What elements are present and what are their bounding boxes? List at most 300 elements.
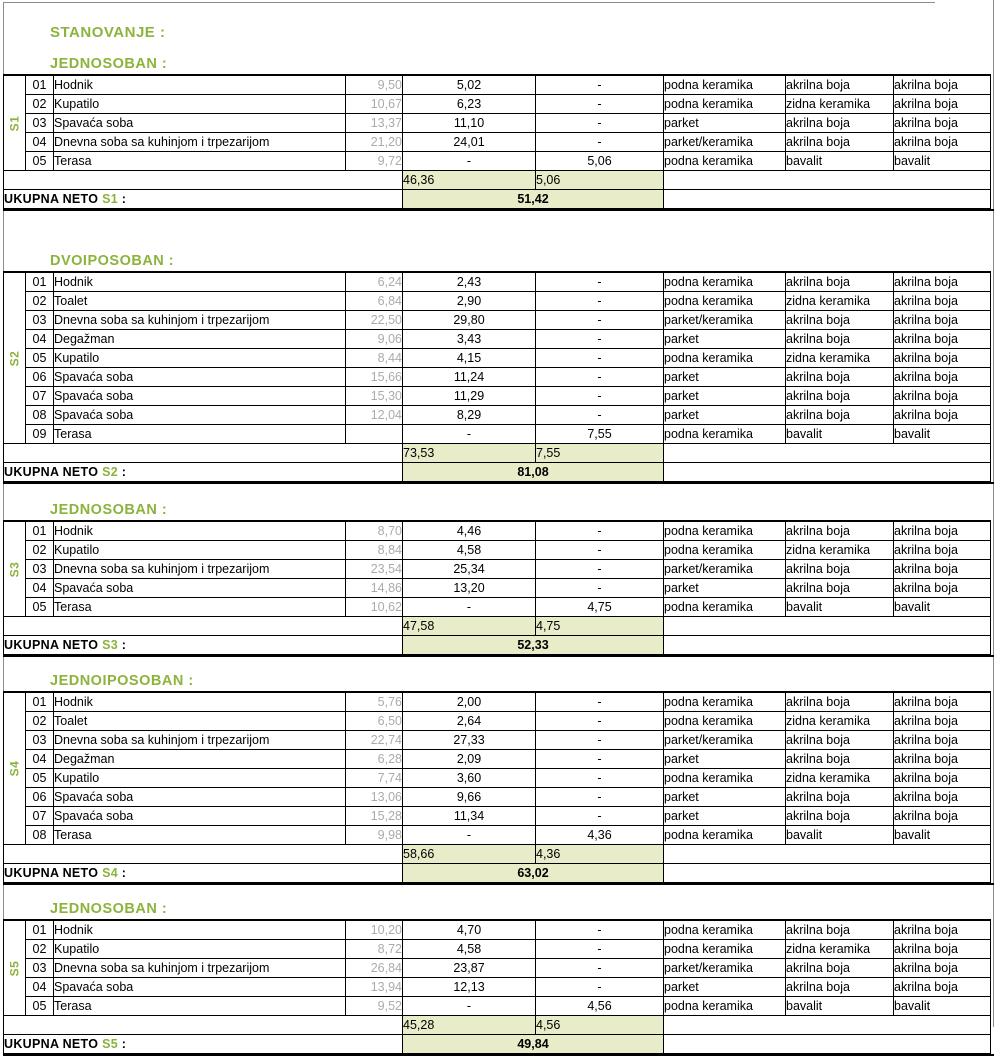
apartment-section-s4 [3, 673, 991, 885]
table-row [4, 826, 991, 845]
wall-material-cell: akrilna boja [786, 788, 894, 807]
section-bottom-rule [3, 655, 994, 657]
net-area-cell: 2,43 [403, 272, 536, 292]
floor-material-cell: parket [664, 387, 786, 406]
room-name-cell: Spavaća soba [54, 807, 346, 826]
room-name-cell: Hodnik [54, 75, 346, 95]
section-heading-s3: JEDNOSOBAN : [50, 502, 168, 518]
terrace-area-cell: - [536, 940, 664, 959]
wall-material-cell: akrilna boja [786, 579, 894, 598]
room-number-cell: 03 [26, 959, 54, 978]
room-name-cell: Kupatilo [54, 95, 346, 114]
room-number-cell: 03 [26, 560, 54, 579]
table-row [4, 292, 991, 311]
wall-material-cell: akrilna boja [786, 133, 894, 152]
ceiling-material-cell: akrilna boja [894, 560, 991, 579]
gross-area-cell: 7,74 [346, 769, 403, 788]
total-label-section-id: S1 [102, 191, 118, 206]
floor-material-cell: parket [664, 978, 786, 997]
net-area-cell: 4,58 [403, 940, 536, 959]
section-bottom-rule [3, 209, 994, 211]
net-area-cell: 29,80 [403, 311, 536, 330]
apartment-section-s5 [3, 901, 991, 1056]
gross-area-cell: 9,52 [346, 997, 403, 1016]
net-area-cell: 2,09 [403, 750, 536, 769]
table-row [4, 541, 991, 560]
subtotal-row [4, 171, 991, 190]
subtotal-right-spacer [664, 444, 991, 463]
floor-material-cell: parket/keramika [664, 133, 786, 152]
net-area-cell: 4,70 [403, 920, 536, 940]
wall-material-cell: zidna keramika [786, 349, 894, 368]
floor-material-cell: parket [664, 579, 786, 598]
ceiling-material-cell: akrilna boja [894, 692, 991, 712]
room-number-cell: 07 [26, 807, 54, 826]
floor-material-cell: podna keramika [664, 521, 786, 541]
area-table-s1 [3, 74, 991, 209]
net-area-cell: 27,33 [403, 731, 536, 750]
net-area-cell: - [403, 997, 536, 1016]
section-bottom-rule [3, 482, 994, 484]
room-name-cell: Dnevna soba sa kuhinjom i trpezarijom [54, 959, 346, 978]
ceiling-material-cell: akrilna boja [894, 731, 991, 750]
ceiling-material-cell: akrilna boja [894, 114, 991, 133]
total-label: UKUPNA NETO S5 : [4, 1035, 403, 1054]
table-body [4, 692, 991, 883]
wall-material-cell: akrilna boja [786, 731, 894, 750]
net-area-cell: - [403, 152, 536, 171]
ceiling-material-cell: bavalit [894, 425, 991, 444]
wall-material-cell: akrilna boja [786, 368, 894, 387]
sheet-right-border [993, 0, 994, 1027]
gross-area-cell: 15,28 [346, 807, 403, 826]
net-area-cell: 11,10 [403, 114, 536, 133]
terrace-area-cell: - [536, 750, 664, 769]
wall-material-cell: akrilna boja [786, 692, 894, 712]
section-vertical-label-text: S4 [7, 760, 21, 777]
wall-material-cell: zidna keramika [786, 769, 894, 788]
terrace-area-cell: - [536, 521, 664, 541]
room-number-cell: 01 [26, 692, 54, 712]
subtotal-left-spacer [4, 617, 403, 636]
room-name-cell: Degažman [54, 750, 346, 769]
table-row [4, 731, 991, 750]
room-number-cell: 06 [26, 788, 54, 807]
room-number-cell: 05 [26, 598, 54, 617]
wall-material-cell: akrilna boja [786, 959, 894, 978]
gross-area-cell: 9,06 [346, 330, 403, 349]
room-name-cell: Spavaća soba [54, 579, 346, 598]
gross-area-cell: 8,72 [346, 940, 403, 959]
ceiling-material-cell: akrilna boja [894, 769, 991, 788]
room-number-cell: 04 [26, 750, 54, 769]
terrace-area-cell: - [536, 712, 664, 731]
room-number-cell: 05 [26, 152, 54, 171]
room-name-cell: Hodnik [54, 272, 346, 292]
floor-material-cell: podna keramika [664, 95, 786, 114]
wall-material-cell: akrilna boja [786, 114, 894, 133]
room-name-cell: Kupatilo [54, 349, 346, 368]
ceiling-material-cell: akrilna boja [894, 920, 991, 940]
area-table-s2 [3, 271, 991, 482]
table-row [4, 997, 991, 1016]
ceiling-material-cell: akrilna boja [894, 521, 991, 541]
terrace-area-cell: - [536, 920, 664, 940]
room-name-cell: Spavaća soba [54, 788, 346, 807]
net-area-cell: 11,24 [403, 368, 536, 387]
subtotal-terrace-cell: 4,36 [536, 845, 664, 864]
room-name-cell: Toalet [54, 292, 346, 311]
subtotal-right-spacer [664, 1016, 991, 1035]
room-number-cell: 07 [26, 387, 54, 406]
gross-area-cell: 23,54 [346, 560, 403, 579]
net-area-cell: 24,01 [403, 133, 536, 152]
total-row [4, 190, 991, 209]
net-area-cell: 11,34 [403, 807, 536, 826]
gross-area-cell: 6,50 [346, 712, 403, 731]
total-value: 52,33 [403, 636, 664, 655]
room-number-cell: 03 [26, 311, 54, 330]
table-row [4, 598, 991, 617]
net-area-cell: 6,23 [403, 95, 536, 114]
room-name-cell: Terasa [54, 425, 346, 444]
subtotal-terrace-cell: 4,56 [536, 1016, 664, 1035]
terrace-area-cell: - [536, 769, 664, 788]
ceiling-material-cell: akrilna boja [894, 541, 991, 560]
room-name-cell: Spavaća soba [54, 114, 346, 133]
subtotal-right-spacer [664, 845, 991, 864]
ceiling-material-cell: akrilna boja [894, 349, 991, 368]
room-name-cell: Terasa [54, 826, 346, 845]
apartment-section-s1 [3, 56, 991, 211]
room-name-cell: Hodnik [54, 521, 346, 541]
total-right-spacer [664, 636, 991, 655]
net-area-cell: 3,43 [403, 330, 536, 349]
gross-area-cell: 22,74 [346, 731, 403, 750]
wall-material-cell: akrilna boja [786, 330, 894, 349]
net-area-cell: 11,29 [403, 387, 536, 406]
terrace-area-cell: - [536, 75, 664, 95]
total-label-section-id: S2 [102, 464, 118, 479]
ceiling-material-cell: akrilna boja [894, 368, 991, 387]
subtotal-left-spacer [4, 845, 403, 864]
subtotal-left-spacer [4, 444, 403, 463]
subtotal-net-cell: 47,58 [403, 617, 536, 636]
floor-material-cell: podna keramika [664, 425, 786, 444]
room-number-cell: 02 [26, 940, 54, 959]
floor-material-cell: parket [664, 750, 786, 769]
floor-material-cell: parket [664, 788, 786, 807]
wall-material-cell: akrilna boja [786, 406, 894, 425]
room-name-cell: Spavaća soba [54, 406, 346, 425]
room-name-cell: Dnevna soba sa kuhinjom i trpezarijom [54, 731, 346, 750]
ceiling-material-cell: akrilna boja [894, 807, 991, 826]
floor-material-cell: podna keramika [664, 692, 786, 712]
net-area-cell: 23,87 [403, 959, 536, 978]
net-area-cell: 5,02 [403, 75, 536, 95]
total-label: UKUPNA NETO S1 : [4, 190, 403, 209]
gross-area-cell: 22,50 [346, 311, 403, 330]
section-heading-s5: JEDNOSOBAN : [50, 901, 168, 917]
table-row [4, 387, 991, 406]
net-area-cell: 4,15 [403, 349, 536, 368]
wall-material-cell: bavalit [786, 425, 894, 444]
room-name-cell: Terasa [54, 997, 346, 1016]
table-row [4, 920, 991, 940]
wall-material-cell: zidna keramika [786, 292, 894, 311]
wall-material-cell: zidna keramika [786, 95, 894, 114]
ceiling-material-cell: akrilna boja [894, 579, 991, 598]
total-row [4, 463, 991, 482]
floor-material-cell: parket/keramika [664, 311, 786, 330]
room-name-cell: Dnevna soba sa kuhinjom i trpezarijom [54, 311, 346, 330]
gross-area-cell: 8,84 [346, 541, 403, 560]
terrace-area-cell: - [536, 330, 664, 349]
net-area-cell: 2,90 [403, 292, 536, 311]
gross-area-cell: 12,04 [346, 406, 403, 425]
net-area-cell: - [403, 598, 536, 617]
wall-material-cell: akrilna boja [786, 978, 894, 997]
room-number-cell: 02 [26, 95, 54, 114]
table-row [4, 579, 991, 598]
table-row [4, 940, 991, 959]
subtotal-row [4, 444, 991, 463]
ceiling-material-cell: bavalit [894, 152, 991, 171]
gross-area-cell: 21,20 [346, 133, 403, 152]
sheet-content [3, 0, 991, 1056]
table-row [4, 959, 991, 978]
room-number-cell: 06 [26, 368, 54, 387]
table-row [4, 978, 991, 997]
wall-material-cell: akrilna boja [786, 750, 894, 769]
gross-area-cell: 9,72 [346, 152, 403, 171]
wall-material-cell: zidna keramika [786, 712, 894, 731]
total-value: 49,84 [403, 1035, 664, 1054]
room-number-cell: 01 [26, 272, 54, 292]
room-name-cell: Kupatilo [54, 541, 346, 560]
room-name-cell: Spavaća soba [54, 368, 346, 387]
gross-area-cell: 15,66 [346, 368, 403, 387]
net-area-cell: - [403, 425, 536, 444]
gross-area-cell: 26,84 [346, 959, 403, 978]
ceiling-material-cell: akrilna boja [894, 95, 991, 114]
floor-material-cell: podna keramika [664, 940, 786, 959]
wall-material-cell: bavalit [786, 152, 894, 171]
section-bottom-rule [3, 883, 994, 885]
room-name-cell: Kupatilo [54, 769, 346, 788]
gross-area-cell: 8,44 [346, 349, 403, 368]
floor-material-cell: podna keramika [664, 292, 786, 311]
wall-material-cell: akrilna boja [786, 807, 894, 826]
table-row [4, 425, 991, 444]
table-body [4, 920, 991, 1054]
wall-material-cell: akrilna boja [786, 920, 894, 940]
sections [3, 56, 991, 1056]
floor-material-cell: parket [664, 330, 786, 349]
floor-material-cell: podna keramika [664, 541, 786, 560]
subtotal-terrace-cell: 7,55 [536, 444, 664, 463]
net-area-cell: 13,20 [403, 579, 536, 598]
ceiling-material-cell: akrilna boja [894, 75, 991, 95]
terrace-area-cell: - [536, 95, 664, 114]
total-label-section-id: S5 [102, 1036, 118, 1051]
room-name-cell: Dnevna soba sa kuhinjom i trpezarijom [54, 133, 346, 152]
terrace-area-cell: 7,55 [536, 425, 664, 444]
table-row [4, 75, 991, 95]
section-heading-s1: JEDNOSOBAN : [50, 56, 168, 72]
net-area-cell: 4,58 [403, 541, 536, 560]
table-body [4, 75, 991, 209]
ceiling-material-cell: akrilna boja [894, 133, 991, 152]
total-value: 63,02 [403, 864, 664, 883]
room-number-cell: 05 [26, 769, 54, 788]
net-area-cell: 25,34 [403, 560, 536, 579]
subtotal-row [4, 617, 991, 636]
room-number-cell: 04 [26, 133, 54, 152]
terrace-area-cell: - [536, 788, 664, 807]
wall-material-cell: zidna keramika [786, 940, 894, 959]
room-number-cell: 01 [26, 75, 54, 95]
floor-material-cell: podna keramika [664, 75, 786, 95]
room-number-cell: 02 [26, 712, 54, 731]
total-right-spacer [664, 463, 991, 482]
net-area-cell: 4,46 [403, 521, 536, 541]
room-name-cell: Dnevna soba sa kuhinjom i trpezarijom [54, 560, 346, 579]
floor-material-cell: parket [664, 406, 786, 425]
terrace-area-cell: - [536, 387, 664, 406]
floor-material-cell: podna keramika [664, 997, 786, 1016]
table-row [4, 368, 991, 387]
room-name-cell: Terasa [54, 152, 346, 171]
gross-area-cell: 8,70 [346, 521, 403, 541]
subtotal-left-spacer [4, 171, 403, 190]
subtotal-right-spacer [664, 617, 991, 636]
floor-material-cell: parket [664, 368, 786, 387]
ceiling-material-cell: akrilna boja [894, 330, 991, 349]
gross-area-cell: 13,06 [346, 788, 403, 807]
gross-area-cell: 6,24 [346, 272, 403, 292]
gross-area-cell: 6,84 [346, 292, 403, 311]
table-row [4, 712, 991, 731]
room-name-cell: Hodnik [54, 920, 346, 940]
total-label: UKUPNA NETO S2 : [4, 463, 403, 482]
room-number-cell: 09 [26, 425, 54, 444]
apartment-section-s2 [3, 253, 991, 484]
table-row [4, 133, 991, 152]
subtotal-net-cell: 45,28 [403, 1016, 536, 1035]
terrace-area-cell: - [536, 406, 664, 425]
terrace-area-cell: - [536, 807, 664, 826]
room-number-cell: 05 [26, 997, 54, 1016]
section-vertical-label [4, 521, 26, 617]
room-number-cell: 01 [26, 521, 54, 541]
total-label: UKUPNA NETO S4 : [4, 864, 403, 883]
section-heading-s4: JEDNOIPOSOBAN : [50, 673, 194, 689]
gross-area-cell: 13,37 [346, 114, 403, 133]
total-label-section-id: S4 [102, 865, 118, 880]
section-vertical-label [4, 272, 26, 444]
room-name-cell: Hodnik [54, 692, 346, 712]
section-heading-s2: DVOIPOSOBAN : [50, 253, 175, 269]
total-right-spacer [664, 1035, 991, 1054]
table-row [4, 114, 991, 133]
floor-material-cell: podna keramika [664, 826, 786, 845]
terrace-area-cell: 4,75 [536, 598, 664, 617]
total-right-spacer [664, 864, 991, 883]
subtotal-net-cell: 46,36 [403, 171, 536, 190]
section-vertical-label [4, 75, 26, 171]
room-number-cell: 02 [26, 292, 54, 311]
ceiling-material-cell: akrilna boja [894, 959, 991, 978]
gross-area-cell: 13,94 [346, 978, 403, 997]
net-area-cell: 9,66 [403, 788, 536, 807]
terrace-area-cell: - [536, 349, 664, 368]
floor-material-cell: podna keramika [664, 920, 786, 940]
terrace-area-cell: 4,36 [536, 826, 664, 845]
section-vertical-label [4, 692, 26, 845]
section-vertical-label-text: S1 [7, 115, 21, 131]
ceiling-material-cell: akrilna boja [894, 712, 991, 731]
net-area-cell: 8,29 [403, 406, 536, 425]
section-vertical-label-text: S3 [7, 561, 21, 577]
subtotal-net-cell: 73,53 [403, 444, 536, 463]
floor-material-cell: podna keramika [664, 712, 786, 731]
room-name-cell: Degažman [54, 330, 346, 349]
net-area-cell: 2,00 [403, 692, 536, 712]
wall-material-cell: akrilna boja [786, 311, 894, 330]
table-row [4, 769, 991, 788]
table-row [4, 272, 991, 292]
terrace-area-cell: 4,56 [536, 997, 664, 1016]
terrace-area-cell: - [536, 731, 664, 750]
wall-material-cell: zidna keramika [786, 541, 894, 560]
section-vertical-label [4, 920, 26, 1016]
table-row [4, 807, 991, 826]
table-row [4, 750, 991, 769]
room-number-cell: 08 [26, 826, 54, 845]
room-number-cell: 05 [26, 349, 54, 368]
room-number-cell: 03 [26, 114, 54, 133]
room-number-cell: 04 [26, 978, 54, 997]
room-number-cell: 08 [26, 406, 54, 425]
floor-material-cell: parket/keramika [664, 959, 786, 978]
room-name-cell: Spavaća soba [54, 387, 346, 406]
terrace-area-cell: - [536, 978, 664, 997]
subtotal-right-spacer [664, 171, 991, 190]
area-table-s3 [3, 520, 991, 655]
ceiling-material-cell: akrilna boja [894, 788, 991, 807]
table-row [4, 406, 991, 425]
subtotal-net-cell: 58,66 [403, 845, 536, 864]
gross-area-cell: 9,50 [346, 75, 403, 95]
floor-material-cell: podna keramika [664, 769, 786, 788]
floor-material-cell: podna keramika [664, 349, 786, 368]
floor-material-cell: podna keramika [664, 598, 786, 617]
subtotal-row [4, 1016, 991, 1035]
gross-area-cell: 10,67 [346, 95, 403, 114]
room-number-cell: 01 [26, 920, 54, 940]
section-vertical-label-text: S5 [7, 960, 21, 976]
gross-area-cell: 14,86 [346, 579, 403, 598]
wall-material-cell: bavalit [786, 997, 894, 1016]
wall-material-cell: akrilna boja [786, 521, 894, 541]
wall-material-cell: bavalit [786, 826, 894, 845]
gross-area-cell [346, 425, 403, 444]
total-row [4, 636, 991, 655]
ceiling-material-cell: bavalit [894, 826, 991, 845]
terrace-area-cell: - [536, 114, 664, 133]
ceiling-material-cell: akrilna boja [894, 387, 991, 406]
